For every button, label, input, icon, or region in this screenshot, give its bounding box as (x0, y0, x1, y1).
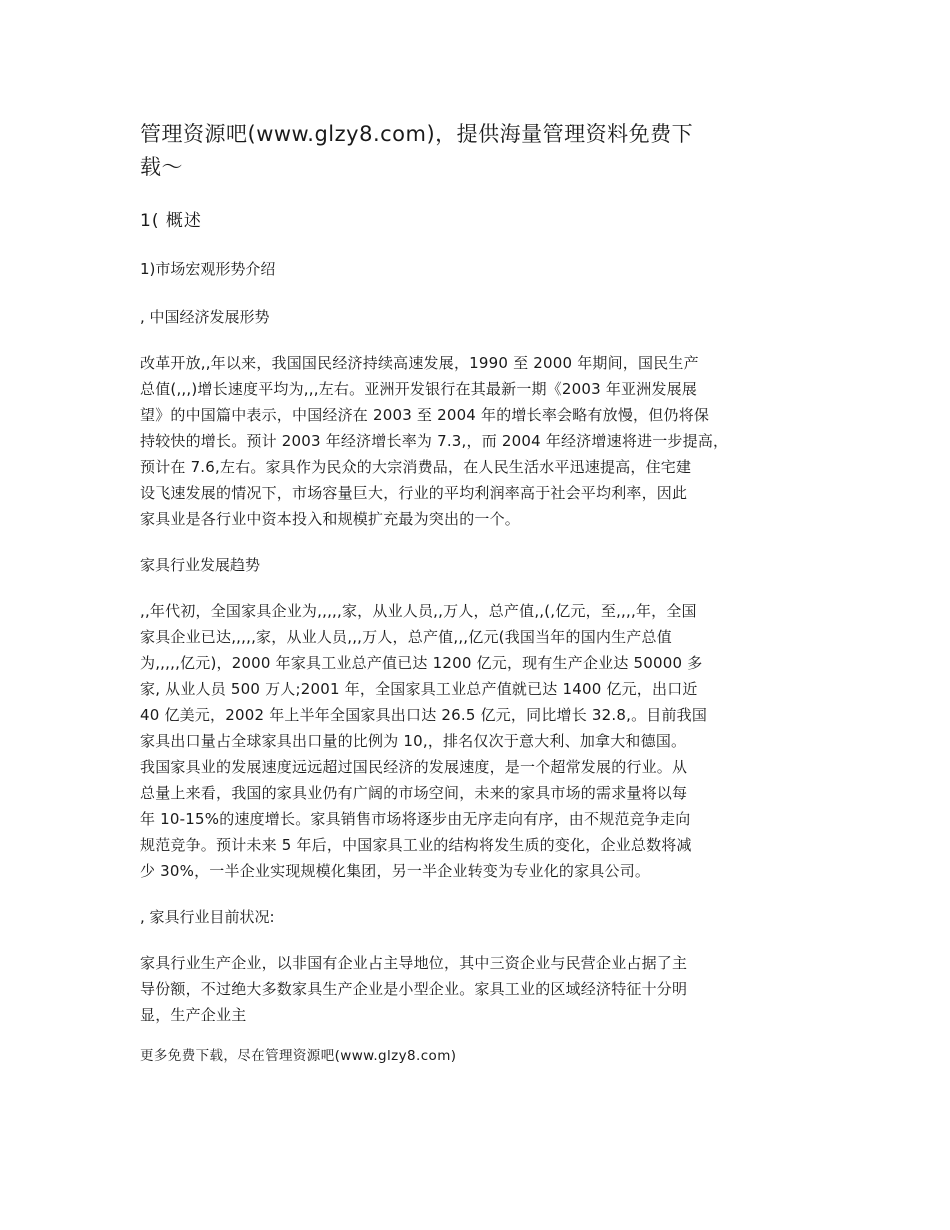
paragraph-line: 总值(,,,)增长速度平均为,,,左右。亚洲开发银行在其最新一期《2003 年亚洲发展展 (140, 380, 698, 398)
paragraph-line: 家具企业已达,,,,,家，从业人员,,,万人，总产值,,,亿元(我国当年的国内生产总值 (140, 628, 672, 646)
paragraph-line: 显，生产企业主 (140, 1006, 247, 1024)
header-title-line: 管理资源吧(www.glzy8.com)，提供海量管理资料免费下 (140, 122, 694, 146)
subsection-furniture-status: , 家具行业目前状况: (140, 908, 275, 926)
paragraph-line: 规范竞争。预计未来 5 年后，中国家具工业的结构将发生质的变化，企业总数将减 (140, 836, 692, 854)
paragraph-line: 设飞速发展的情况下，市场容量巨大，行业的平均利润率高于社会平均利率，因此 (140, 484, 688, 502)
paragraph-line: 持较快的增长。预计 2003 年经济增长率为 7.3,，而 2004 年经济增速将进一步提高， (140, 432, 729, 450)
footer-download-note: 更多免费下载，尽在管理资源吧(www.glzy8.com) (140, 1048, 457, 1064)
paragraph-trend (140, 598, 830, 884)
paragraph-line: 年 10-15%的速度增长。家具销售市场将逐步由无序走向有序，由不规范竞争走向 (140, 810, 691, 828)
paragraph-line: 导份额，不过绝大多数家具生产企业是小型企业。家具工业的区域经济特征十分明 (140, 980, 688, 998)
paragraph-line: 为,,,,,亿元)，2000 年家具工业总产值已达 1200 亿元，现有生产企业达 50000 多 (140, 654, 703, 672)
header-title-line: 载～ (140, 155, 183, 179)
paragraph-line: ,,年代初，全国家具企业为,,,,,家，从业人员,,万人，总产值,,(,亿元，至,,,,年，全国 (140, 602, 697, 620)
document-page (140, 118, 830, 1066)
paragraph-line: 总量上来看，我国的家具业仍有广阔的市场空间，未来的家具市场的需求量将以每 (140, 784, 688, 802)
paragraph-line: 家具行业生产企业，以非国有企业占主导地位，其中三资企业与民营企业占据了主 (140, 954, 688, 972)
paragraph-line: 改革开放,,年以来，我国国民经济持续高速发展，1990 至 2000 年期间，国民生产 (140, 354, 699, 372)
paragraph-line: 预计在 7.6,左右。家具作为民众的大宗消费品，在人民生活水平迅速提高，住宅建 (140, 458, 692, 476)
subsection-market-intro: 1)市场宏观形势介绍 (140, 260, 276, 278)
paragraph-line: 40 亿美元，2002 年上半年全国家具出口达 26.5 亿元，同比增长 32.8,。目前我国 (140, 706, 708, 724)
paragraph-status (140, 950, 830, 1028)
section-title: 1( 概述 (140, 211, 202, 231)
subsection-china-economy: , 中国经济发展形势 (140, 308, 270, 326)
paragraph-line: 望》的中国篇中表示，中国经济在 2003 至 2004 年的增长率会略有放慢，但仍将保 (140, 406, 710, 424)
paragraph-line: 家具业是各行业中资本投入和规模扩充最为突出的一个。 (140, 510, 521, 528)
header-title (140, 118, 830, 184)
paragraph-line: 家具出口量占全球家具出口量的比例为 10,，排名仅次于意大利、加拿大和德国。 (140, 732, 687, 750)
paragraph-economy (140, 350, 830, 532)
subsection-furniture-trend: 家具行业发展趋势 (140, 556, 261, 574)
paragraph-line: 家, 从业人员 500 万人;2001 年，全国家具工业总产值就已达 1400 亿元，出口近 (140, 680, 698, 698)
paragraph-line: 少 30%，一半企业实现规模化集团，另一半企业转变为专业化的家具公司。 (140, 862, 651, 880)
paragraph-line: 我国家具业的发展速度远远超过国民经济的发展速度，是一个超常发展的行业。从 (140, 758, 688, 776)
